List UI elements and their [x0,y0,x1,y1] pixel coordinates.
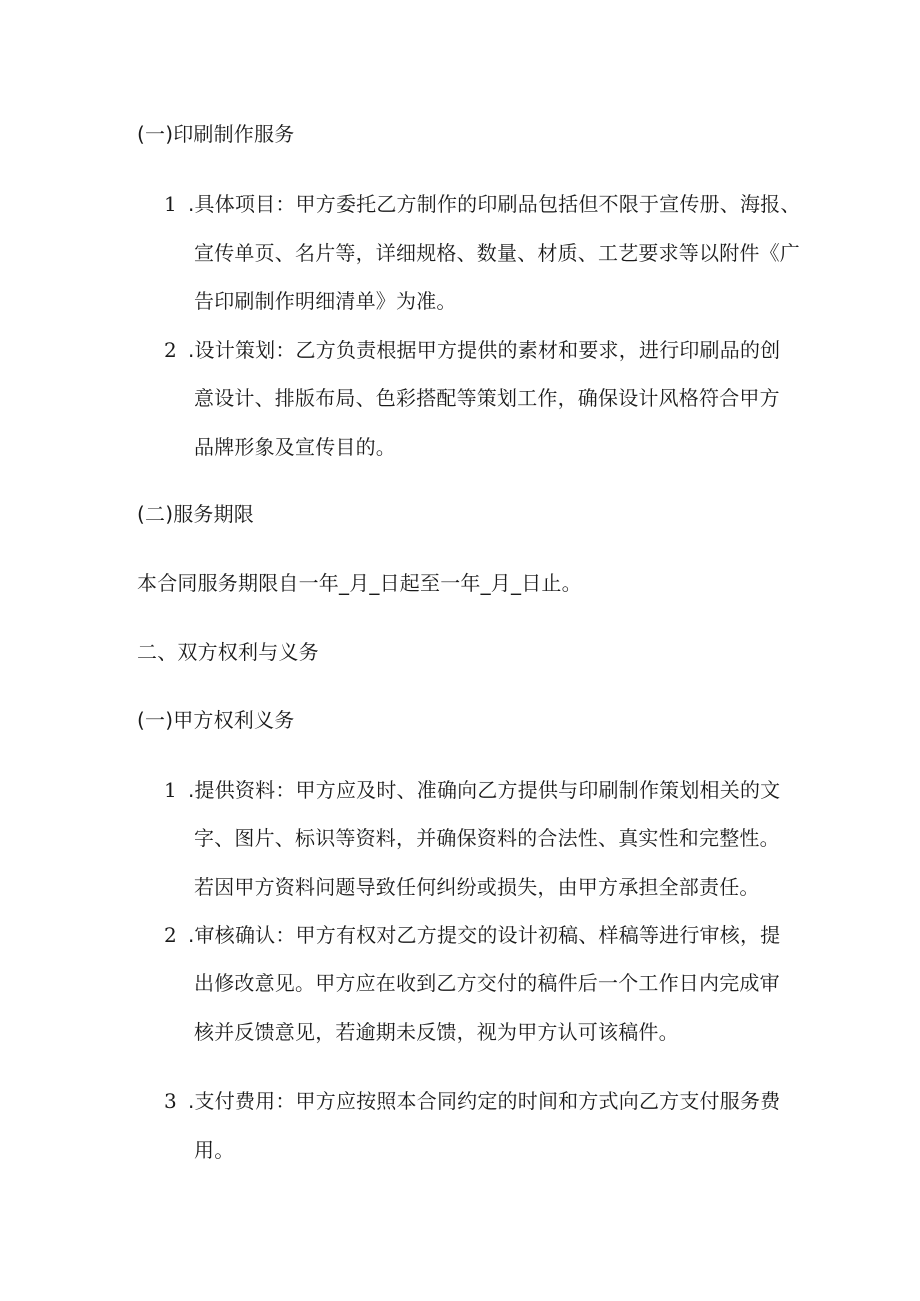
list-item-text: 告印刷制作明细清单》为准。 [194,289,457,313]
list-item-text: 意设计、排版布局、色彩搭配等策划工作，确保设计风格符合甲方 [194,386,780,410]
list-item-text: .提供资料：甲方应及时、准确向乙方提供与印刷制作策划相关的文 [188,778,781,802]
list-item-number: 2 [164,338,177,362]
list-item-text: 字、图片、标识等资料，并确保资料的合法性、真实性和完整性。 [194,826,780,850]
list-item-text: 若因甲方资料问题导致任何纠纷或损失，由甲方承担全部责任。 [194,875,760,899]
list-item-text: 用。 [194,1138,235,1162]
list-item-text: 宣传单页、名片等，详细规格、数量、材质、工艺要求等以附件《广 [194,241,800,265]
term-paragraph: 本合同服务期限自一年_月_日起至一年_月_日止。 [137,571,582,595]
section-heading: (一)印刷制作服务 [137,122,295,146]
list-item-text: .设计策划：乙方负责根据甲方提供的素材和要求，进行印刷品的创 [188,338,781,362]
chapter-heading: 二、双方权利与义务 [137,640,319,664]
list-item-number: 1 [164,778,177,802]
list-item-text: 出修改意见。甲方应在收到乙方交付的稿件后一个工作日内完成审 [194,971,780,995]
list-item-text: .审核确认：甲方有权对乙方提交的设计初稿、样稿等进行审核，提 [188,923,781,947]
list-item-text: .具体项目：甲方委托乙方制作的印刷品包括但不限于宣传册、海报、 [188,192,801,216]
list-item-number: 3 [164,1089,177,1113]
section-heading: (二)服务期限 [137,502,255,526]
list-item-text: 品牌形象及宣传目的。 [194,435,396,459]
section-heading: (一)甲方权利义务 [137,708,295,732]
list-item-number: 2 [164,923,177,947]
list-item-number: 1 [164,192,177,216]
list-item-text: .支付费用：甲方应按照本合同约定的时间和方式向乙方支付服务费 [188,1089,781,1113]
list-item-text: 核并反馈意见，若逾期未反馈，视为甲方认可该稿件。 [194,1020,679,1044]
